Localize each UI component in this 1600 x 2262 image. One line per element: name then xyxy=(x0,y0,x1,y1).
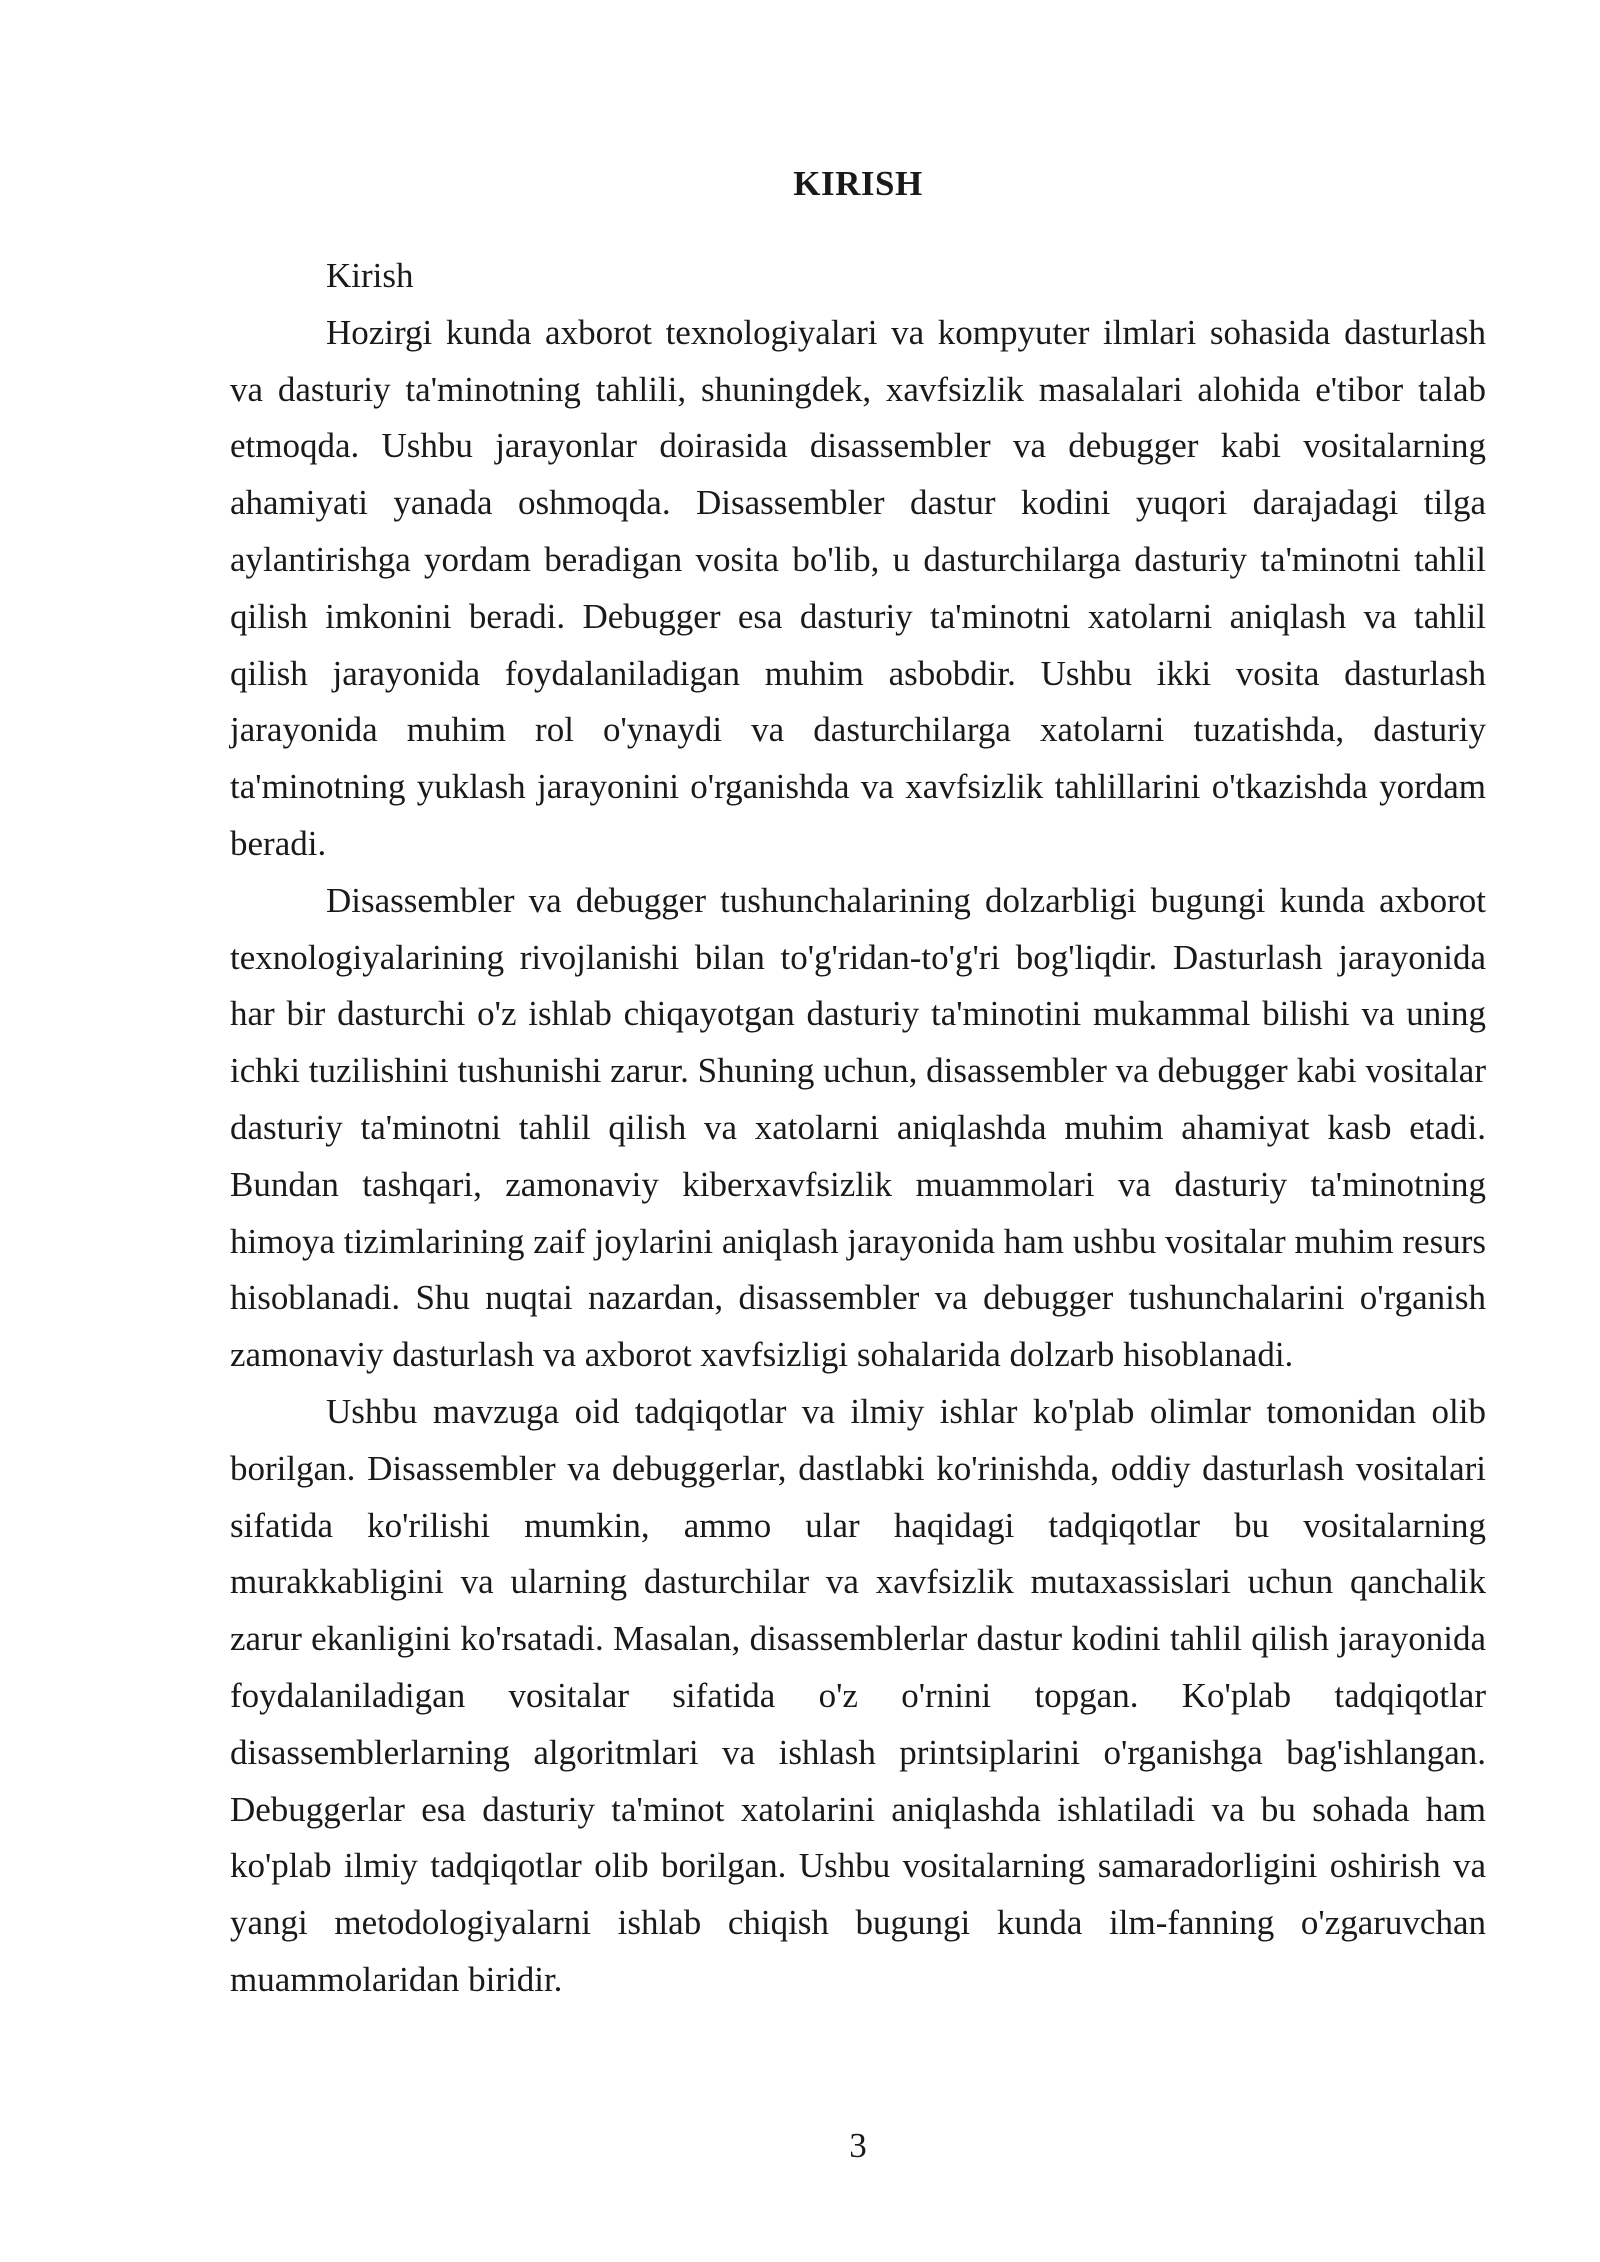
paragraph-2: Disassembler va debugger tushunchalarining dolzarbligi bugungi kunda axborot texnologiyalarining rivojlanishi bilan to'g'ridan-to'g'ri bog'liqdir. Dasturlash jarayonida har bir dasturchi o'z ishlab chiqayotgan dasturiy ta'minotini mukammal bilishi va uning ichki tuzilishini tushunishi zarur. Shuning uchun, disassembler va debugger kabi vositalar dasturiy ta'minotni tahlil qilish va xatolarni aniqlashda muhim ahamiyat kasb etadi. Bundan tashqari, zamonaviy kiberxavfsizlik muammolari va dasturiy ta'minotning himoya tizimlarining zaif joylarini aniqlash jarayonida ham ushbu vositalar muhim resurs hisoblanadi. Shu nuqtai nazardan, disassembler va debugger tushunchalarini o'rganish zamonaviy dasturlash va axborot xavfsizligi sohalarida dolzarb hisoblanadi. xyxy=(230,880,1486,1375)
paragraph-1: Hozirgi kunda axborot texnologiyalari va kompyuter ilmlari sohasida dasturlash va dasturiy ta'minotning tahlili, shuningdek, xavfsizlik masalalari alohida e'tibor talab etmoqda. Ushbu jarayonlar doirasida disassembler va debugger kabi vositalarning ahamiyati yanada oshmoqda. Disassembler dastur kodini yuqori darajadagi tilga aylantirishga yordam beradigan vosita bo'lib, u dasturchilarga dasturiy ta'minotni tahlil qilish imkonini beradi. Debugger esa dasturiy ta'minotni xatolarni aniqlash va tahlil qilish jarayonida foydalaniladigan muhim asbobdir. Ushbu ikki vosita dasturlash jarayonida muhim rol o'ynaydi va dasturchilarga xatolarni tuzatishda, dasturiy ta'minotning yuklash jarayonini o'rganishda va xavfsizlik tahlillarini o'tkazishda yordam beradi. xyxy=(230,312,1486,863)
body-text xyxy=(230,248,1486,2009)
paragraph-3: Ushbu mavzuga oid tadqiqotlar va ilmiy ishlar ko'plab olimlar tomonidan olib borilgan. Disassembler va debuggerlar, dastlabki ko'rinishda, oddiy dasturlash vositalari sifatida ko'rilishi mumkin, ammo ular haqidagi tadqiqotlar bu vositalarning murakkabligini va ularning dasturchilar va xavfsizlik mutaxassislari uchun qanchalik zarur ekanligini ko'rsatadi. Masalan, disassemblerlar dastur kodini tahlil qilish jarayonida foydalaniladigan vositalar sifatida o'z o'rnini topgan. Ko'plab tadqiqotlar disassemblerlarning algoritmlari va ishlash printsiplarini o'rganishga bag'ishlangan. Debuggerlar esa dasturiy ta'minot xatolarini aniqlashda ishlatiladi va bu sohada ham ko'plab ilmiy tadqiqotlar olib borilgan. Ushbu vositalarning samaradorligini oshirish va yangi metodologiyalarni ishlab chiqish bugungi kunda ilm-fanning o'zgaruvchan muammolaridan biridir. xyxy=(230,1391,1486,1999)
page-number: 3 xyxy=(849,2126,867,2165)
page-title: KIRISH xyxy=(793,164,923,203)
subheading: Kirish xyxy=(326,256,414,295)
